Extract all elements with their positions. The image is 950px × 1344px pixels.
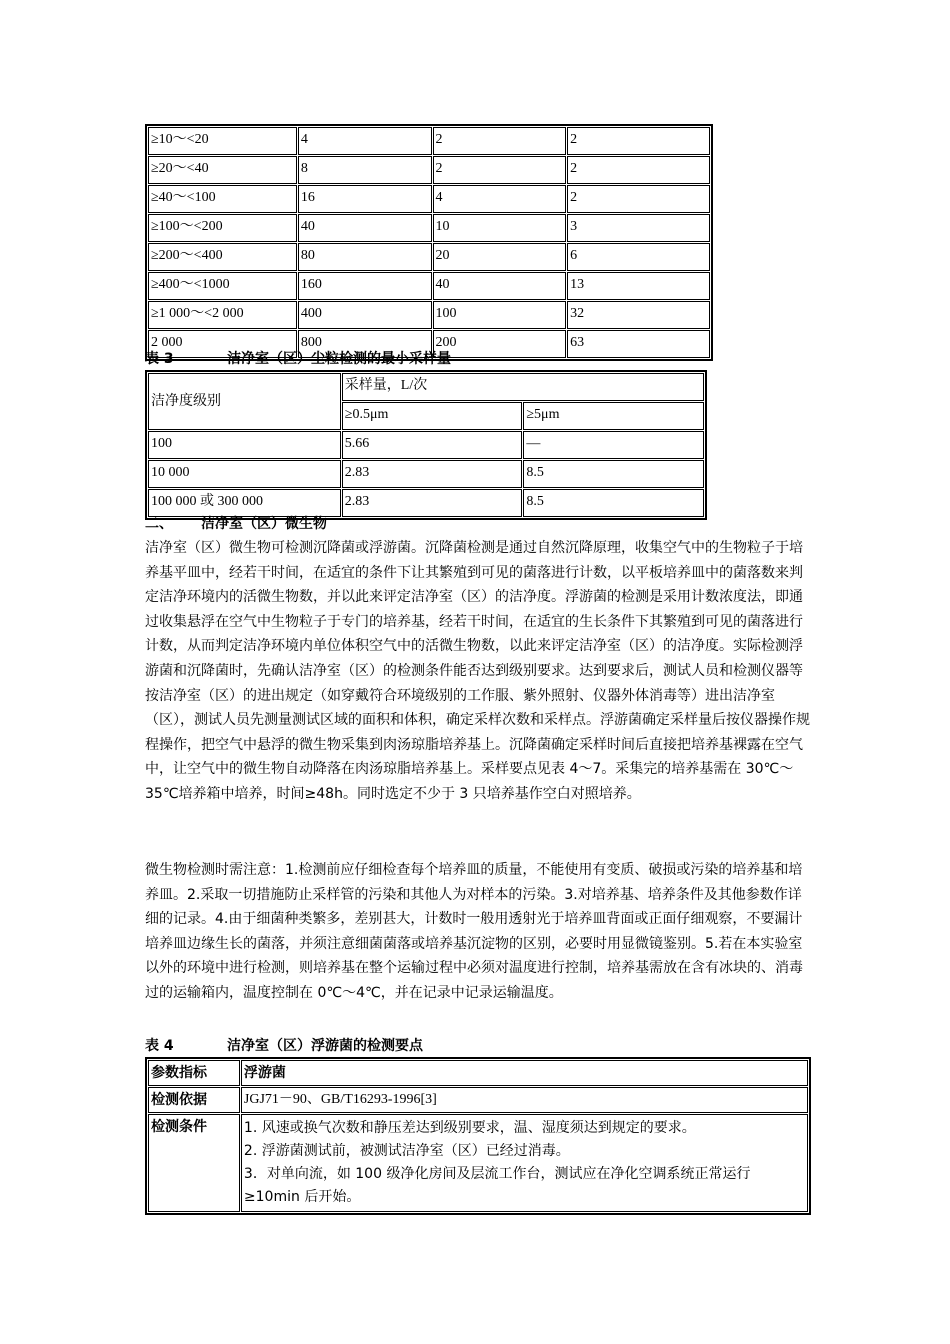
table-cell: 2.83: [342, 460, 523, 488]
table-cell: 80: [298, 243, 432, 271]
condition-item: 1. 风速或换气次数和静压差达到级别要求，温、湿度须达到规定的要求。: [243, 1120, 696, 1136]
table-cell: 40: [298, 214, 432, 242]
condition-item: 2. 浮游菌测试前，被测试洁净室（区）已经过消毒。: [243, 1143, 570, 1159]
table-cell: 100 000 或 300 000: [148, 489, 341, 517]
table-row: [148, 185, 710, 213]
header-5um: ≥5μm: [523, 402, 704, 430]
table-cell: —: [523, 431, 704, 459]
table-cell: 8: [298, 156, 432, 184]
table-row: [148, 272, 710, 300]
table-cell: 8.5: [523, 460, 704, 488]
table-cell: 2 000: [148, 330, 297, 358]
table-cell: ≥10～<20: [148, 127, 297, 155]
table3-label: 表 3: [145, 351, 174, 367]
table3-title: 洁净室（区）尘粒检测的最小采样量: [227, 351, 451, 367]
condition-list: [241, 1114, 808, 1212]
paragraph-precautions: 微生物检测时需注意：1.检测前应仔细检查每个培养皿的质量，不能使用有变质、破损或污染的培养基和培养皿。2.采取一切措施防止采样管的污染和其他人为对样本的污染。3.对培养基、培养条件及其他参数作详细的记录。4.由于细菌种类繁多，差别甚大，计数时一般用透射光于培养皿背面或正面仔细观察，不要漏计培养皿边缘生长的菌落，并须注意细菌菌落或培养基沉淀物的区别，必要时用显微镜鉴别。5.若在本实验室以外的环境中进行检测，则培养基在整个运输过程中必须对温度进行控制，培养基需放在含有冰块的、消毒过的运输箱内，温度控制在 0℃～4℃，并在记录中记录运输温度。: [145, 862, 803, 1001]
table-cell: ≥20～<40: [148, 156, 297, 184]
table-row: [148, 301, 710, 329]
table-cell: 5.66: [342, 431, 523, 459]
basis-value: JGJ71－90、GB/T16293-1996[3]: [241, 1087, 808, 1113]
table-cell: 2: [567, 156, 710, 184]
table-row: [148, 214, 710, 242]
section-title: 洁净室（区）微生物: [201, 516, 327, 532]
table-cell: 200: [433, 330, 567, 358]
table-cell: 2.83: [342, 489, 523, 517]
table-row: [148, 156, 710, 184]
table-cell: ≥40～<100: [148, 185, 297, 213]
table-row: [148, 460, 704, 488]
table-cell: 20: [433, 243, 567, 271]
paragraph-microbe-detection: 洁净室（区）微生物可检测沉降菌或浮游菌。沉降菌检测是通过自然沉降原理，收集空气中的生物粒子于培养基平皿中，经若干时间，在适宜的条件下让其繁殖到可见的菌落进行计数，以平板培养皿中的菌落数来判定洁净环境内的活微生物数，并以此来评定洁净室（区）的洁净度。浮游菌的检测是采用计数浓度法，即通过收集悬浮在空气中生物粒子于专门的培养基，经若干时间，在适宜的生长条件下其繁殖到可见的菌落进行计数，从而判定洁净环境内单位体积空气中的活微生物数，以此来评定洁净室（区）的洁净度。实际检测浮游菌和沉降菌时，先确认洁净室（区）的检测条件能否达到级别要求。达到要求后，测试人员和检测仪器等按洁净室（区）的进出规定（如穿戴符合环境级别的工作服、紫外照射、仪器外体消毒等）进出洁净室（区），测试人员先测量测试区域的面积和体积，确定采样次数和采样点。浮游菌确定采样量后按仪器操作规程操作，把空气中悬浮的微生物采集到肉汤琼脂培养基上。沉降菌确定采样时间后直接把培养基裸露在空气中，让空气中的微生物自动降落在肉汤琼脂培养基上。采样要点见表 4～7。采集完的培养基需在 30℃～35℃培养箱中培养，时间≥48h。同时选定不少于 3 只培养基作空白对照培养。: [145, 540, 810, 802]
header-cleanliness-level: 洁净度级别: [148, 373, 341, 430]
table-cell: ≥200～<400: [148, 243, 297, 271]
table-cell: 13: [567, 272, 710, 300]
table-cell: 10: [433, 214, 567, 242]
section-number: 二、: [145, 516, 173, 532]
table-cell: 16: [298, 185, 432, 213]
table-cell: 6: [567, 243, 710, 271]
table-cell: ≥400～<1000: [148, 272, 297, 300]
header-sample-volume: 采样量，L/次: [342, 373, 704, 401]
table4-condition-row: [148, 1114, 808, 1212]
table-cell: 2: [433, 156, 567, 184]
table-cell: 4: [298, 127, 432, 155]
table-cell: 100: [433, 301, 567, 329]
table-cell: 2: [433, 127, 567, 155]
particle-count-table: [145, 124, 713, 361]
condition-item: 3．对单向流，如 100 级净化房间及层流工作台，测试应在净化空调系统正常运行≥10min 后开始。: [243, 1166, 751, 1205]
header-0-5um: ≥0.5μm: [342, 402, 523, 430]
table-cell: 40: [433, 272, 567, 300]
table-cell: 800: [298, 330, 432, 358]
table3-header-row: [148, 373, 704, 401]
table4-header-row: [148, 1060, 808, 1086]
table-cell: 2: [567, 185, 710, 213]
table-cell: 4: [433, 185, 567, 213]
table-cell: 160: [298, 272, 432, 300]
table-row: [148, 243, 710, 271]
table-cell: ≥1 000～<2 000: [148, 301, 297, 329]
section-heading: [145, 515, 327, 533]
table4-basis-row: [148, 1087, 808, 1113]
table4-caption: [145, 1037, 423, 1055]
table-cell: 10 000: [148, 460, 341, 488]
table3-body: [148, 431, 704, 517]
table-cell: 8.5: [523, 489, 704, 517]
header-airborne-bacteria: 浮游菌: [241, 1060, 808, 1086]
sampling-volume-table: [145, 370, 707, 520]
table-cell: 3: [567, 214, 710, 242]
table-cell: 400: [298, 301, 432, 329]
table-row: [148, 431, 704, 459]
table-cell: 100: [148, 431, 341, 459]
condition-label: 检测条件: [148, 1114, 240, 1212]
particle-count-table-body: [148, 127, 710, 358]
header-param: 参数指标: [148, 1060, 240, 1086]
table-row: [148, 127, 710, 155]
table-cell: 32: [567, 301, 710, 329]
table-row: [148, 489, 704, 517]
table4-label: 表 4: [145, 1038, 174, 1054]
table4-title: 洁净室（区）浮游菌的检测要点: [227, 1038, 423, 1054]
table3-caption: [145, 350, 451, 368]
basis-label: 检测依据: [148, 1087, 240, 1113]
table-cell: 63: [567, 330, 710, 358]
airborne-bacteria-table: [145, 1057, 811, 1215]
table-cell: ≥100～<200: [148, 214, 297, 242]
table-cell: 2: [567, 127, 710, 155]
